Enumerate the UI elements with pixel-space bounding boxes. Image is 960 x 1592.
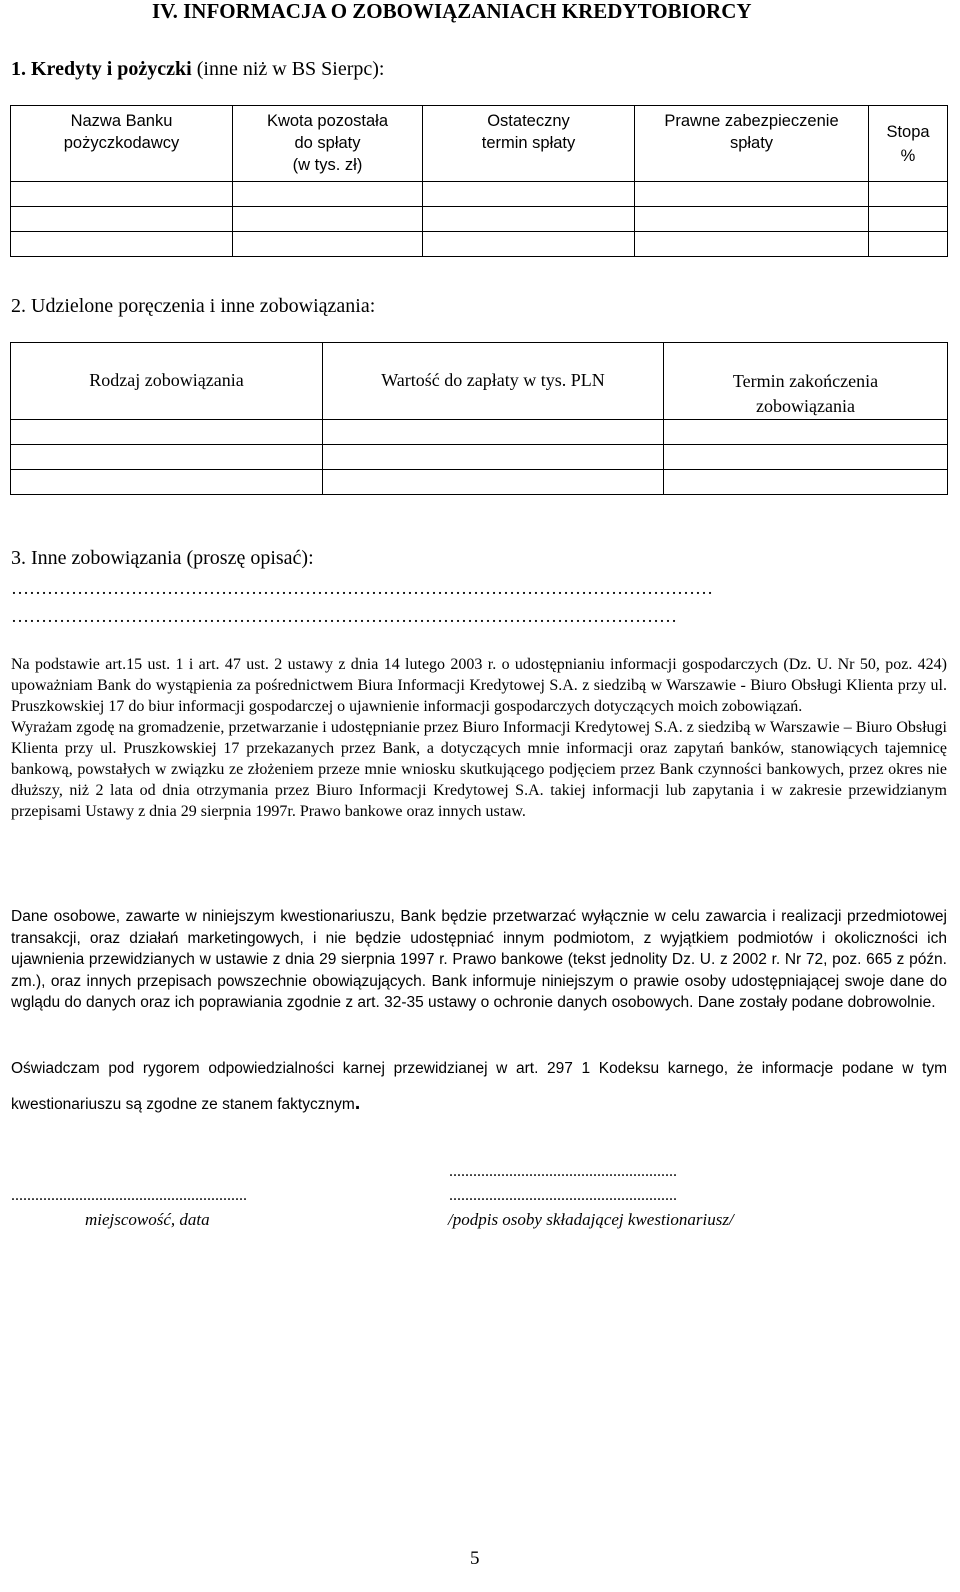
table-cell[interactable]	[233, 207, 423, 232]
table-cell[interactable]	[11, 207, 233, 232]
other-obligations-line-2[interactable]: …………………………………………………………………………………………………	[11, 606, 677, 626]
guarantees-table-header	[11, 343, 948, 420]
table-cell[interactable]	[869, 182, 948, 207]
col-remaining-amount: Kwota pozostała do spłaty (w tys. zł)	[233, 106, 423, 182]
place-date-line[interactable]: ...........................................................	[11, 1187, 247, 1204]
table-cell[interactable]	[323, 420, 664, 445]
table-cell[interactable]	[423, 207, 635, 232]
col-obligation-type: Rodzaj zobowiązania	[11, 343, 323, 420]
declaration-period: .	[354, 1092, 361, 1114]
declaration-paragraph	[11, 1052, 947, 1122]
bik-consent	[11, 654, 947, 822]
table-cell[interactable]	[323, 445, 664, 470]
table-cell[interactable]	[233, 182, 423, 207]
section2-heading: 2. Udzielone poręczenia i inne zobowiązania:	[11, 295, 376, 317]
table-cell[interactable]	[11, 182, 233, 207]
table-row	[11, 207, 948, 232]
table-cell[interactable]	[11, 445, 323, 470]
table-row	[11, 232, 948, 257]
signature-caption: /podpis osoby składającej kwestionariusz/	[448, 1210, 734, 1229]
table-cell[interactable]	[11, 232, 233, 257]
section3-heading: 3. Inne zobowiązania (proszę opisać):	[11, 547, 314, 569]
col-legal-security: Prawne zabezpieczenie spłaty	[635, 106, 869, 182]
data-protection-paragraph: Dane osobowe, zawarte w niniejszym kwestionariuszu, Bank będzie przetwarzać wyłącznie w celu zawarcia i realizacji przedmiotowej transakcji, oraz działań marketingowych, i nie będzie udostępniać innym podmiotom, z wyjątkiem podmiotów i okoliczności ich ujawnienia przewidzianych w ustawie z dnia 29 sierpnia 1997 r. Prawo bankowe (tekst jednolity Dz. U. z 2002 r. Nr 72, poz. 665 z późn. zm.), oraz innych przepisach powszechnie obowiązujących. Bank informuje niniejszym o prawie osoby udostępniającej swoje dane do wglądu do danych oraz ich poprawiania zgodnie z art. 32-35 ustawy o ochronie danych osobowych. Dane zostały podane dobrowolnie.	[11, 908, 947, 1011]
table-row	[11, 420, 948, 445]
guarantees-table	[10, 342, 948, 495]
table-row	[11, 470, 948, 495]
signature-line[interactable]: .........................................................	[449, 1187, 677, 1204]
signature-dots-top: .........................................................	[449, 1163, 677, 1180]
table-cell[interactable]	[635, 207, 869, 232]
table-cell[interactable]	[869, 207, 948, 232]
table-cell[interactable]	[664, 420, 948, 445]
page-number: 5	[470, 1548, 480, 1569]
consent-paragraph-1: Na podstawie art.15 ust. 1 i art. 47 ust. 2 ustawy z dnia 14 lutego 2003 r. o udostępnianiu informacji gospodarczych (Dz. U. Nr 50, poz. 424) upoważniam Bank do wystąpienia za pośrednictwem Biura Informacji Kredytowej S.A. z siedzibą w Warszawie - Biuro Obsługi Klienta przy ul. Pruszkowskiej 17 do biur informacji gospodarczej o ujawnienie informacji gospodarczych dotyczących moich zobowiązań.	[11, 656, 947, 715]
loans-table	[10, 105, 948, 257]
declaration-text: Oświadczam pod rygorem odpowiedzialności karnej przewidzianej w art. 297 1 Kodeksu karnego, że informacje podane w tym kwestionariuszu są zgodne ze stanem faktycznym	[11, 1060, 947, 1113]
table-row	[11, 445, 948, 470]
table-cell[interactable]	[635, 232, 869, 257]
col-end-date: Termin zakończenia zobowiązania	[664, 343, 948, 420]
place-date-caption: miejscowość, data	[85, 1210, 210, 1229]
table-cell[interactable]	[11, 470, 323, 495]
other-obligations-line-1[interactable]: ………………………………………………………………………………………………………	[11, 578, 713, 598]
table-cell[interactable]	[664, 470, 948, 495]
loans-table-header	[11, 106, 948, 182]
col-bank-name: Nazwa Banku pożyczkodawcy	[11, 106, 233, 182]
table-row	[11, 182, 948, 207]
section1-heading-normal: (inne niż w BS Sierpc):	[191, 58, 385, 80]
table-cell[interactable]	[233, 232, 423, 257]
col-amount-due: Wartość do zapłaty w tys. PLN	[323, 343, 664, 420]
section1-heading-bold: 1. Kredyty i pożyczki	[11, 58, 192, 80]
section1-heading	[11, 58, 384, 81]
col-final-term: Ostateczny termin spłaty	[423, 106, 635, 182]
consent-paragraph-2: Wyrażam zgodę na gromadzenie, przetwarzanie i udostępnianie przez Biuro Informacji Kredytowej S.A. z siedzibą w Warszawie – Biuro Obsługi Klienta przy ul. Pruszkowskiej 17 przekazanych przez Bank, a dotyczących mnie informacji oraz zapytań banków, stanowiących tajemnicę bankową, powstałych w związku ze złożeniem przeze mnie wniosku skutkującego podjęciem przez Bank czynności bankowych, przez okres nie dłuższy, niż 2 lata od dnia otrzymania przez Biuro Informacji Kredytowej S.A. takiej informacji lub zapytania i w zakresie przewidzianym przepisami Ustawy z dnia 29 sierpnia 1997r. Prawo bankowe oraz innych ustaw.	[11, 719, 947, 820]
table-cell[interactable]	[664, 445, 948, 470]
table-cell[interactable]	[869, 232, 948, 257]
table-cell[interactable]	[11, 420, 323, 445]
table-cell[interactable]	[323, 470, 664, 495]
col-rate: Stopa %	[869, 106, 948, 182]
table-cell[interactable]	[635, 182, 869, 207]
table-cell[interactable]	[423, 182, 635, 207]
page-title: IV. INFORMACJA O ZOBOWIĄZANIACH KREDYTOBIORCY	[152, 0, 752, 23]
table-cell[interactable]	[423, 232, 635, 257]
